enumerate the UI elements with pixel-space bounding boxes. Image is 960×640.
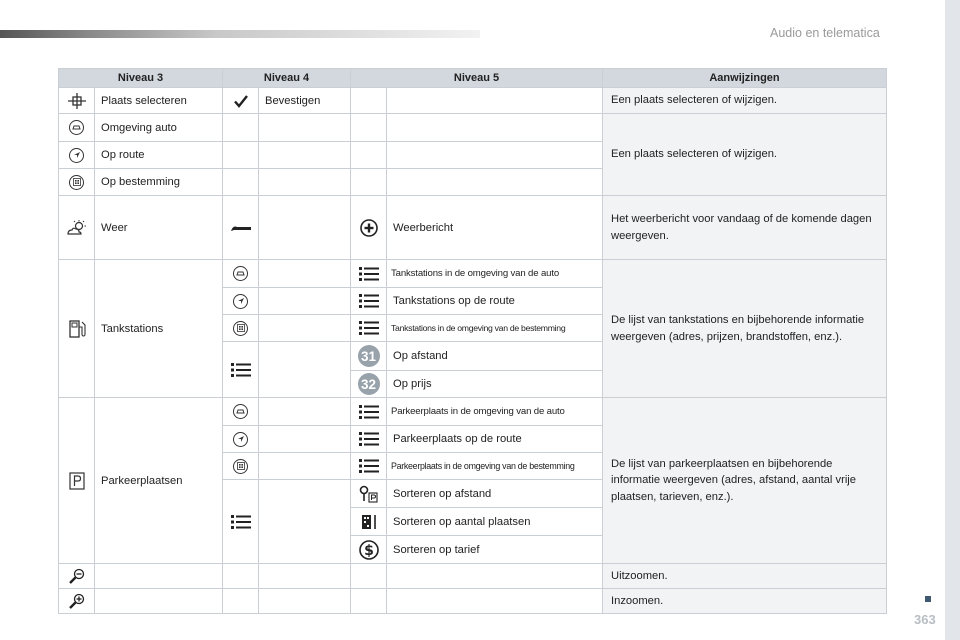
route-icon — [233, 294, 248, 309]
level3-label: Op route — [95, 142, 223, 169]
note-cell: Het weerbericht voor vandaag of de komende dagen weergeven. — [603, 196, 887, 260]
zoom-out-icon — [68, 568, 86, 584]
icon-cell — [351, 196, 387, 260]
list-icon — [231, 515, 251, 529]
icon-cell — [59, 398, 95, 564]
table-row — [59, 589, 887, 614]
car-area-icon — [233, 404, 248, 419]
icon-cell — [59, 196, 95, 260]
icon-cell — [223, 196, 259, 260]
page-marker — [925, 596, 931, 602]
icon-cell — [351, 508, 387, 536]
level3-label: Omgeving auto — [95, 114, 223, 142]
route-icon — [233, 432, 248, 447]
level5-label: Tankstations in de omgeving van de auto — [387, 260, 603, 288]
level3-label: Tankstations — [95, 260, 223, 398]
icon-cell — [223, 260, 259, 288]
destination-icon — [233, 459, 248, 474]
icon-cell — [351, 260, 387, 288]
list-icon — [359, 432, 379, 446]
level5-label: Parkeerplaats in de omgeving van de bestemming — [387, 453, 603, 480]
note-cell: Een plaats selecteren of wijzigen. — [603, 114, 887, 196]
level5-label: Sorteren op tarief — [387, 536, 603, 564]
level5-label: Parkeerplaats in de omgeving van de auto — [387, 398, 603, 426]
svg-text:$: $ — [363, 542, 374, 559]
level5-label: Tankstations in de omgeving van de bestemming — [387, 315, 603, 342]
icon-cell — [223, 426, 259, 453]
icon-cell — [59, 169, 95, 196]
level3-label: Parkeerplaatsen — [95, 398, 223, 564]
icon-cell — [223, 342, 259, 398]
icon-cell — [351, 371, 387, 398]
icon-cell — [59, 564, 95, 589]
icon-cell — [351, 480, 387, 508]
icon-cell — [351, 315, 387, 342]
icon-cell — [223, 315, 259, 342]
level3-label: Plaats selecteren — [95, 88, 223, 114]
list-icon — [359, 405, 379, 419]
level5-label: Sorteren op aantal plaatsen — [387, 508, 603, 536]
note-cell: De lijst van tankstations en bijbehorende informatie weergeven (adres, prijzen, brandstoffen, enz.). — [603, 260, 887, 398]
level5-label: Tankstations op de route — [387, 288, 603, 315]
weather-icon — [66, 220, 88, 236]
icon-cell — [223, 480, 259, 564]
col-header-level4: Niveau 4 — [223, 69, 351, 88]
icon-cell — [59, 589, 95, 614]
level5-label: Weerbericht — [387, 196, 603, 260]
note-cell: De lijst van parkeerplaatsen en bijbehorende informatie weergeven (adres, afstand, aantal vrije plaatsen, tarieven, enz.). — [603, 398, 887, 564]
reference-badge: 31 — [358, 345, 380, 367]
list-icon — [359, 294, 379, 308]
col-header-level3: Niveau 3 — [59, 69, 223, 88]
icon-cell — [59, 260, 95, 398]
icon-cell — [351, 288, 387, 315]
icon-cell — [59, 114, 95, 142]
icon-cell — [351, 398, 387, 426]
level5-label: Op afstand — [387, 342, 603, 371]
icon-cell — [351, 536, 387, 564]
list-icon — [359, 321, 379, 335]
list-icon — [359, 267, 379, 281]
note-cell: Een plaats selecteren of wijzigen. — [603, 88, 887, 114]
icon-cell — [351, 342, 387, 371]
section-title: Audio en telematica — [770, 26, 880, 40]
car-area-icon — [233, 266, 248, 281]
icon-cell — [223, 398, 259, 426]
destination-icon — [233, 321, 248, 336]
icon-cell — [223, 288, 259, 315]
sort-distance-icon — [359, 485, 379, 503]
parking-icon — [69, 472, 85, 490]
list-icon — [231, 363, 251, 377]
destination-icon — [69, 175, 84, 190]
table-row — [59, 260, 887, 288]
reference-badge: 32 — [358, 373, 380, 395]
table-row — [59, 564, 887, 589]
plus-circle-icon — [360, 219, 378, 237]
icon-cell — [223, 88, 259, 114]
zoom-in-icon — [68, 593, 86, 609]
col-header-level5: Niveau 5 — [351, 69, 603, 88]
icon-cell — [351, 453, 387, 480]
table-row — [59, 398, 887, 426]
level5-label: Sorteren op afstand — [387, 480, 603, 508]
side-bar — [945, 0, 960, 640]
page-number: 363 — [914, 612, 936, 627]
icon-cell — [223, 453, 259, 480]
crosshair-icon — [67, 92, 87, 110]
route-icon — [69, 148, 84, 163]
list-icon — [359, 459, 379, 473]
level3-label: Op bestemming — [95, 169, 223, 196]
table-row — [59, 88, 887, 114]
check-icon — [234, 94, 248, 108]
table-row — [59, 114, 887, 142]
header-gradient-bar — [0, 30, 480, 38]
fuel-pump-icon — [68, 319, 86, 339]
sort-spaces-icon — [360, 514, 378, 530]
navigation-menu-table — [58, 68, 887, 614]
dollar-icon — [359, 540, 379, 560]
table-row — [59, 196, 887, 260]
level3-label: Weer — [95, 196, 223, 260]
level5-label: Op prijs — [387, 371, 603, 398]
header-row — [59, 69, 887, 88]
car-area-icon — [69, 120, 84, 135]
forecast-icon — [230, 224, 252, 232]
icon-cell — [59, 142, 95, 169]
icon-cell — [59, 88, 95, 114]
note-cell: Inzoomen. — [603, 589, 887, 614]
level4-label: Bevestigen — [259, 88, 351, 114]
icon-cell — [351, 426, 387, 453]
col-header-notes: Aanwijzingen — [603, 69, 887, 88]
level5-label: Parkeerplaats op de route — [387, 426, 603, 453]
note-cell: Uitzoomen. — [603, 564, 887, 589]
